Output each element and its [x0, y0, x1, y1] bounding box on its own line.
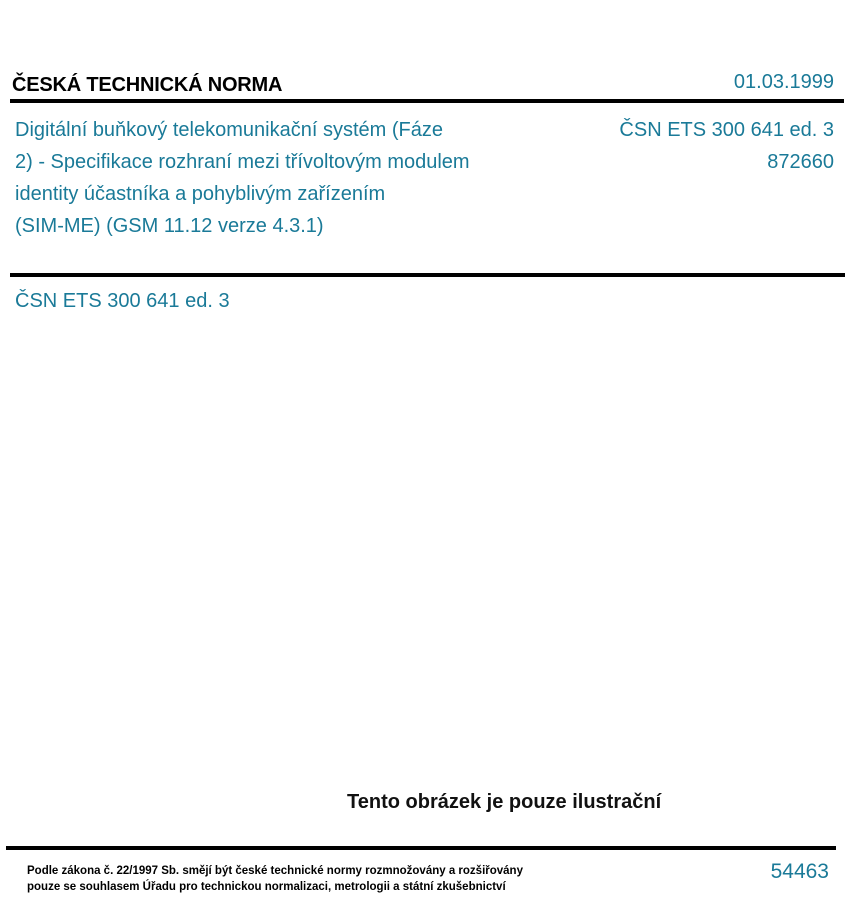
standard-identifiers	[619, 114, 834, 178]
footer-divider	[6, 846, 836, 850]
issue-date: 01.03.1999	[733, 71, 834, 93]
standard-title	[15, 114, 535, 242]
class-number: 872660	[767, 151, 834, 173]
illustration-note: Tento obrázek je pouze ilustrační	[347, 791, 662, 813]
standard-designation: ČSN ETS 300 641 ed. 3	[619, 119, 834, 141]
title-line: 2) - Specifikace rozhraní mezi třívoltovým modulem	[15, 151, 470, 173]
norm-label: ČESKÁ TECHNICKÁ NORMA	[12, 74, 283, 96]
designation-repeat: ČSN ETS 300 641 ed. 3	[15, 290, 230, 312]
document-number: 54463	[770, 860, 829, 883]
title-line: identity účastníka a pohyblivým zařízením	[15, 183, 386, 205]
title-line: Digitální buňkový telekomunikační systém (Fáze	[15, 119, 443, 141]
legal-notice-line: Podle zákona č. 22/1997 Sb. smějí být české technické normy rozmnožovány a rozšiřovány	[27, 865, 523, 877]
legal-notice-line: pouze se souhlasem Úřadu pro technickou normalizaci, metrologii a státní zkušebnictví	[27, 881, 506, 893]
title-line: (SIM-ME) (GSM 11.12 verze 4.3.1)	[15, 215, 324, 237]
header-divider	[10, 99, 844, 103]
legal-notice	[27, 863, 523, 895]
title-divider	[10, 273, 845, 277]
